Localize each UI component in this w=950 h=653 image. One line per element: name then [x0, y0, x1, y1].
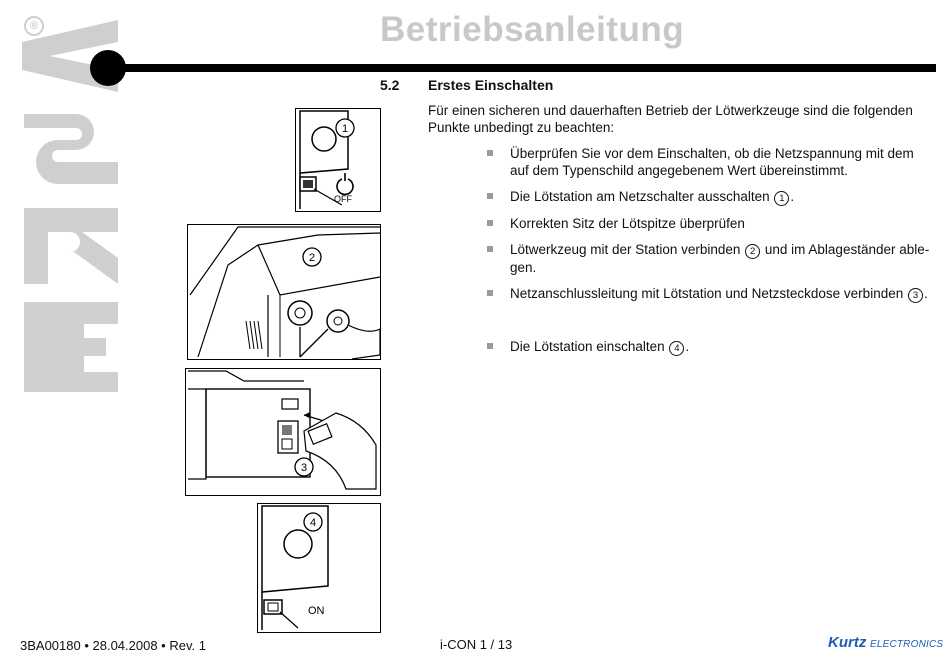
callout-4: 4: [309, 517, 317, 529]
header-divider: [108, 64, 936, 72]
bullet-icon: [487, 150, 493, 156]
callout-1: 1: [341, 123, 349, 135]
figure-tool-connection: [187, 224, 381, 360]
callout-ref: 3: [908, 288, 923, 303]
list-item: Korrekten Sitz der Lötspitze überprüfen: [486, 215, 936, 232]
figure-mains-connection: [185, 368, 381, 496]
figure-power-on: [257, 503, 381, 633]
bullet-icon: [487, 343, 493, 349]
bullet-icon: [487, 246, 493, 252]
steps-list: [486, 145, 936, 356]
list-item: Lötwerkzeug mit der Station verbinden 2 und im Ablageständer able-gen.: [486, 241, 936, 276]
callout-ref: 1: [774, 191, 789, 206]
callout-2: 2: [308, 252, 316, 264]
switch-label-off: OFF: [334, 194, 352, 204]
switch-label-on: ON: [308, 605, 325, 617]
header-dot: [90, 50, 126, 86]
company-name: Kurtz: [828, 634, 867, 651]
registered-mark: ®: [24, 16, 44, 36]
callout-ref: 4: [669, 341, 684, 356]
section-title: Erstes Einschalten: [428, 77, 554, 93]
bullet-icon: [487, 193, 493, 199]
list-item: Die Lötstation einschalten 4 .: [486, 338, 936, 356]
footer-page-number: i-CON 1 / 13: [440, 637, 513, 652]
callout-3: 3: [300, 462, 308, 474]
document-title: Betriebsanleitung: [380, 10, 685, 49]
kurtz-electronics-logo: [828, 634, 943, 651]
bullet-icon: [487, 220, 493, 226]
section-intro: Für einen sicheren und dauerhaften Betrieb der Lötwerkzeuge sind die folgenden Punkte unbedingt zu beachten:: [428, 103, 913, 135]
figure-power-off: [295, 108, 381, 212]
list-item: Netzanschlussleitung mit Lötstation und Netzsteckdose verbinden 3 .: [486, 285, 936, 303]
footer-doc-reference: 3BA00180 • 28.04.2008 • Rev. 1: [20, 638, 206, 653]
list-item: Die Lötstation am Netzschalter ausschalten 1 .: [486, 188, 936, 206]
callout-ref: 2: [745, 244, 760, 259]
bullet-icon: [487, 290, 493, 296]
section-number: 5.2: [380, 77, 400, 93]
company-suffix: ELECTRONICS: [869, 639, 944, 650]
list-item: Überprüfen Sie vor dem Einschalten, ob die Netzspannung mit dem auf dem Typenschild angegebenem Wert übereinstimmt.: [486, 145, 936, 179]
